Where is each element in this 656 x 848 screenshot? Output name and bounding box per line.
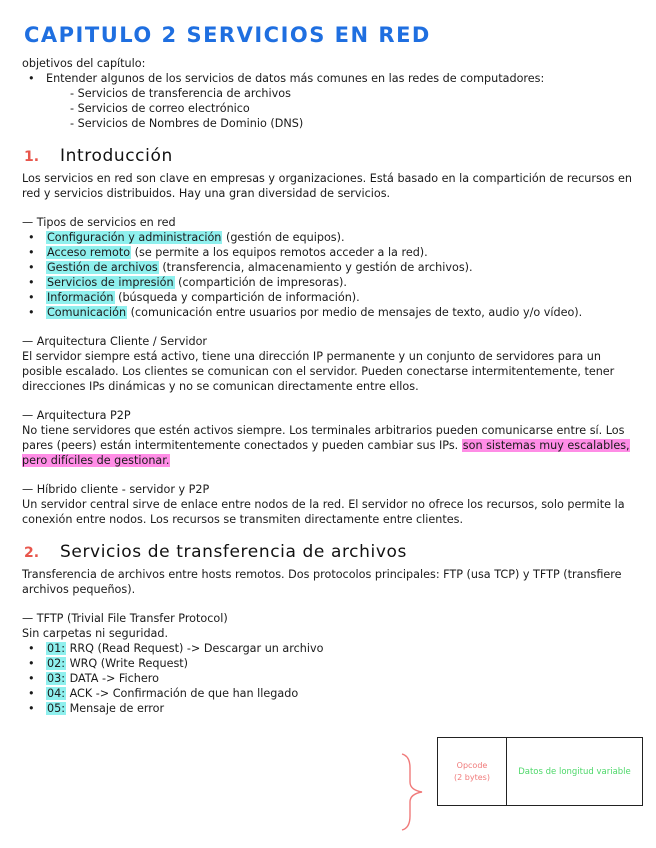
types-heading: — Tipos de servicios en red [22, 216, 176, 229]
p2p-paragraph [22, 423, 642, 468]
term-description: (compartición de impresoras). [174, 276, 347, 289]
opcode-text: ACK -> Confirmación de que han llegado [66, 687, 299, 700]
client-server-paragraph: El servidor siempre está activo, tiene una dirección IP permanente y un conjunto de servidores para un posible escalado. Los clientes se comunican con el servidor. Pueden conectarse intermitentemente, tener direcciones IPs dinámicas y no se comunican directamente entre ellos. [22, 350, 615, 393]
section-number: 1. [24, 149, 40, 165]
objectives-heading: objetivos del capítulo: [22, 57, 146, 70]
opcode-size: (2 bytes) [454, 772, 490, 782]
list-item: - Servicios de transferencia de archivos [70, 87, 291, 100]
list-item [22, 701, 642, 716]
list-item [22, 671, 642, 686]
opcode-cell [438, 738, 507, 805]
highlighted-term: Comunicación [47, 306, 127, 319]
term-description: (búsqueda y compartición de información). [114, 291, 360, 304]
curly-brace-icon [396, 752, 428, 832]
list-item [22, 275, 642, 290]
term-description: (gestión de equipos). [222, 231, 345, 244]
term-description: (transferencia, almacenamiento y gestión de archivos). [158, 261, 473, 274]
p2p-heading: — Arquitectura P2P [22, 409, 131, 422]
term-description: (comunicación entre usuarios por medio de mensajes de texto, audio y/o vídeo). [127, 306, 583, 319]
list-item [22, 641, 642, 656]
page [22, 22, 642, 716]
hybrid-heading: — Híbrido cliente - servidor y P2P [22, 483, 210, 496]
objectives-list [22, 71, 642, 131]
opcode-code: 04: [47, 687, 66, 700]
section-2-heading [22, 542, 642, 562]
tftp-frame-diagram [437, 737, 643, 806]
highlighted-term: Configuración y administración [47, 231, 222, 244]
intro-paragraph: Los servicios en red son clave en empresas y organizaciones. Está basado en la compartición de recursos en red y servicios distribuidos. Hay una gran diversidad de servicios. [22, 172, 632, 200]
opcode-code: 03: [47, 672, 66, 685]
list-item [22, 686, 642, 701]
opcode-text: DATA -> Fichero [66, 672, 159, 685]
opcode-code: 01: [47, 642, 66, 655]
list-item [22, 305, 642, 320]
p2p-text: No tiene servidores que estén activos siempre. Los terminales arbitrarios pueden comunicarse entre sí. Los pares (peers) están intermitentemente conectados y pueden cambiar sus IPs. [22, 424, 625, 452]
section-1-heading [22, 146, 642, 166]
term-description: (se permite a los equipos remotos acceder a la red). [131, 246, 428, 259]
page-title: CAPITULO 2 SERVICIOS EN RED [24, 23, 431, 47]
client-server-heading: — Arquitectura Cliente / Servidor [22, 335, 208, 348]
section-number: 2. [24, 545, 40, 561]
p2p-highlight: son sistemas muy escalables, pero difíciles de gestionar. [22, 439, 630, 467]
highlighted-term: Acceso remoto [47, 246, 131, 259]
highlighted-term: Información [47, 291, 114, 304]
opcode-list [22, 641, 642, 716]
highlighted-term: Gestión de archivos [47, 261, 158, 274]
list-item [22, 230, 642, 245]
data-cell [507, 738, 642, 805]
opcode-text: RRQ (Read Request) -> Descargar un archivo [66, 642, 324, 655]
list-item: - Servicios de correo electrónico [70, 102, 250, 115]
opcode-code: 05: [47, 702, 66, 715]
list-item: - Servicios de Nombres de Dominio (DNS) [70, 117, 304, 130]
opcode-code: 02: [47, 657, 66, 670]
objectives-sublist [46, 86, 642, 131]
service-types-list [22, 230, 642, 320]
list-item [22, 245, 642, 260]
hybrid-paragraph: Un servidor central sirve de enlace entre nodos de la red. El servidor no ofrece los recursos, solo permite la conexión entre nodos. Los recursos se transmiten directamente entre clientes. [22, 498, 625, 526]
list-item [22, 656, 642, 671]
opcode-text: Mensaje de error [66, 702, 165, 715]
opcode-text: WRQ (Write Request) [66, 657, 189, 670]
section-title: Introducción [60, 146, 173, 166]
opcode-label: Opcode [456, 760, 488, 770]
list-item [22, 290, 642, 305]
section-title: Servicios de transferencia de archivos [60, 542, 407, 562]
highlighted-term: Servicios de impresión [47, 276, 174, 289]
list-item [22, 260, 642, 275]
transfer-intro: Transferencia de archivos entre hosts remotos. Dos protocolos principales: FTP (usa TCP) y TFTP (transfiere archivos pequeños). [22, 568, 622, 596]
tftp-subtext: Sin carpetas ni seguridad. [22, 627, 169, 640]
tftp-heading: — TFTP (Trivial File Transfer Protocol) [22, 612, 228, 625]
list-item [22, 71, 642, 131]
objectives-bullet-text: Entender algunos de los servicios de datos más comunes en las redes de computadores: [46, 72, 545, 85]
data-label: Datos de longitud variable [518, 766, 631, 777]
